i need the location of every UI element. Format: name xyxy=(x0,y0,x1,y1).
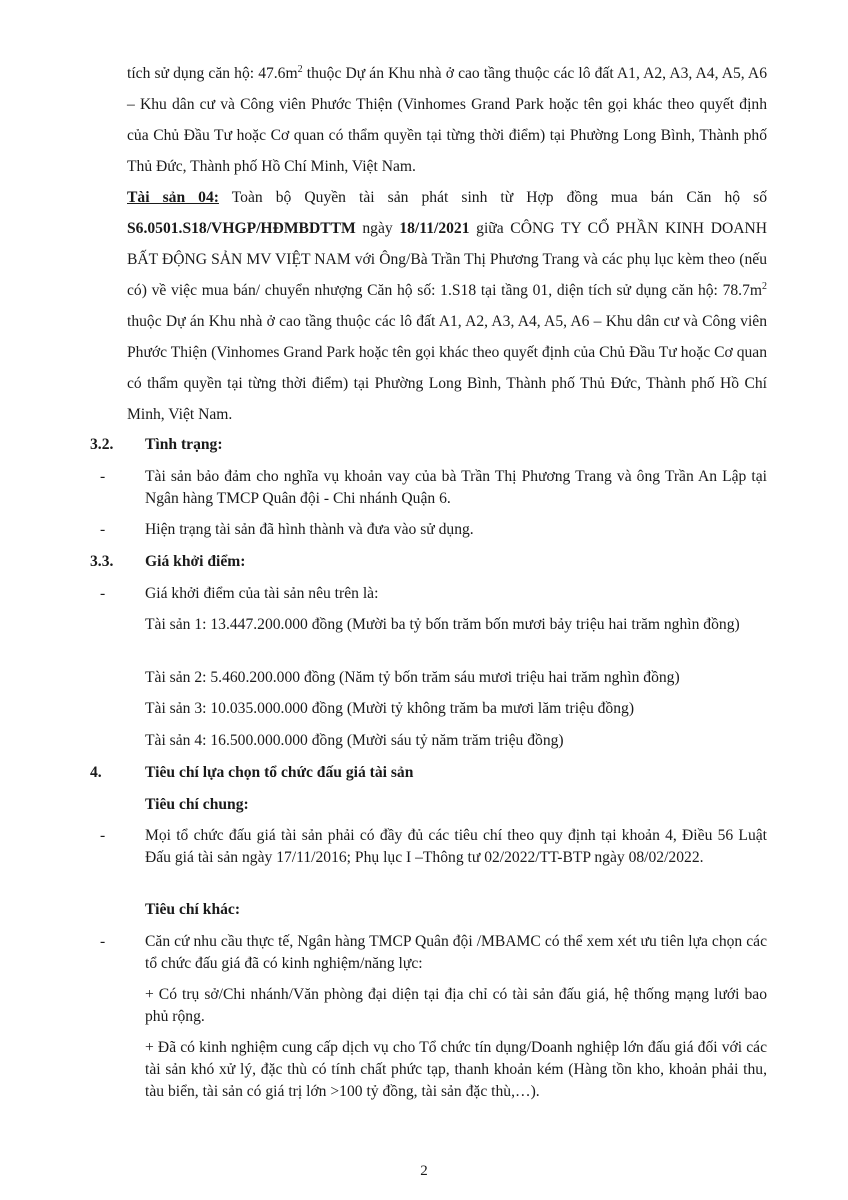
bullet-dash: - xyxy=(100,585,106,602)
status-item-2: Hiện trạng tài sản đã hình thành và đưa vào sử dụng. xyxy=(145,521,474,538)
price-asset-4: Tài sản 4: 16.500.000.000 đồng (Mười sáu tỷ năm trăm triệu đồng) xyxy=(145,732,564,749)
contract-date: 18/11/2021 xyxy=(399,220,470,237)
section-title-criteria: Tiêu chí lựa chọn tổ chức đấu giá tài sản xyxy=(145,764,414,781)
price-asset-3: Tài sản 3: 10.035.000.000 đồng (Mười tỷ không trăm ba mươi lăm triệu đồng) xyxy=(145,700,635,717)
criteria-plus-1: + Có trụ sở/Chi nhánh/Văn phòng đại diện tại địa chỉ có tài sản đấu giá, hệ thống mạng lưới bao phủ rộng. xyxy=(145,986,767,1025)
general-criteria-item: Mọi tổ chức đấu giá tài sản phải có đầy đủ các tiêu chí theo quy định tại khoản 4, Điều 56 Luật Đấu giá tài sản ngày 17/11/2016; Phụ lục I –Thông tư 02/2022/TT-BTP ngày 08/02/2022. xyxy=(145,827,767,866)
contract-number: S6.0501.S18/VHGP/HĐMBDTTM xyxy=(127,220,356,237)
criteria-plus-2: + Đã có kinh nghiệm cung cấp dịch vụ cho Tổ chức tín dụng/Doanh nghiệp lớn đấu giá đối với các tài sản khó xử lý, đặc thù có tính chất phức tạp, thanh khoản kém (Hàng tồn kho, khoản phải thu, tàu biển, tài sản có giá trị lớn >100 tỷ đồng, tài sản đặc thù,…). xyxy=(145,1039,767,1100)
section-number-3-2: 3.2. xyxy=(90,436,114,453)
page-number: 2 xyxy=(420,1163,428,1179)
bullet-dash: - xyxy=(100,468,106,485)
status-item-1: Tài sản bảo đảm cho nghĩa vụ khoản vay của bà Trần Thị Phương Trang và ông Trần An Lập tại Ngân hàng TMCP Quân đội - Chi nhánh Quận 6. xyxy=(145,468,767,507)
starting-price-intro: Giá khởi điểm của tài sản nêu trên là: xyxy=(145,585,379,602)
subheading-other-criteria: Tiêu chí khác: xyxy=(145,901,241,918)
section-number-3-3: 3.3. xyxy=(90,553,114,570)
paragraph-asset3-continuation: tích sử dụng căn hộ: $47.6m^2$ thuộc Dự án Khu nhà ở cao tầng thuộc các lô đất A1, A2, A3, A4, A5, A6 – Khu dân cư và Công viên Phước Thiện (Vinhomes Grand Park hoặc tên gọi khác theo quyết định của Chủ Đầu Tư hoặc Cơ quan có thẩm quyền tại từng thời điểm) tại Phường Long Bình, Thành phố Thủ Đức, Thành phố Hồ Chí Minh, Việt Nam. xyxy=(127,63,767,175)
price-asset-1: Tài sản 1: 13.447.200.000 đồng (Mười ba tỷ bốn trăm bốn mươi bảy triệu hai trăm nghìn đồng) xyxy=(145,616,740,633)
asset4-label: Tài sản 04: xyxy=(127,189,219,206)
other-criteria-item: Căn cứ nhu cầu thực tế, Ngân hàng TMCP Quân đội /MBAMC có thể xem xét ưu tiên lựa chọn các tổ chức đấu giá đã có kinh nghiệm/năng lực: xyxy=(145,933,767,972)
bullet-dash: - xyxy=(100,521,106,538)
paragraph-asset4: Tài sản 04: Toàn bộ Quyền tài sản phát sinh từ Hợp đồng mua bán Căn hộ số S6.0501.S18/VHGP/HĐMBDTTM ngày 18/11/2021 giữa CÔNG TY CỔ PHẦN KINH DOANH BẤT ĐỘNG SẢN MV VIỆT NAM với Ông/Bà Trần Thị Phương Trang và các phụ lục kèm theo (nếu có) về việc mua bán/ chuyển nhượng Căn hộ số: 1.S18 tại tầng 01, diện tích sử dụng căn hộ: $78.7m^2$ thuộc Dự án Khu nhà ở cao tầng thuộc các lô đất A1, A2, A3, A4, A5, A6 – Khu dân cư và Công viên Phước Thiện (Vinhomes Grand Park hoặc tên gọi khác theo quyết định của Chủ Đầu Tư hoặc Cơ quan có thẩm quyền tại từng thời điểm) tại Phường Long Bình, Thành phố Thủ Đức, Thành phố Hồ Chí Minh, Việt Nam. xyxy=(127,189,768,423)
section-title-status: Tình trạng: xyxy=(145,436,223,453)
bullet-dash: - xyxy=(100,827,106,844)
bullet-dash: - xyxy=(100,933,106,950)
section-title-starting-price: Giá khởi điểm: xyxy=(145,553,246,570)
subheading-general-criteria: Tiêu chí chung: xyxy=(145,796,249,813)
price-asset-2: Tài sản 2: 5.460.200.000 đồng (Năm tỷ bốn trăm sáu mươi triệu hai trăm nghìn đồng) xyxy=(145,669,680,686)
section-number-4: 4. xyxy=(90,764,102,781)
